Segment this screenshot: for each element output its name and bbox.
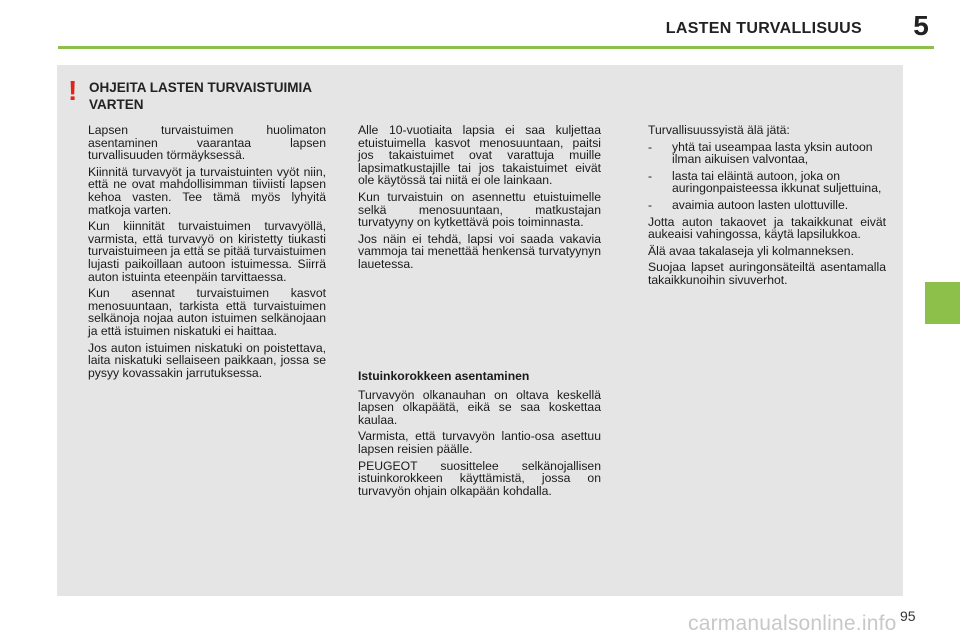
list-item: - avaimia autoon lasten ulottuville. — [648, 199, 886, 212]
chapter-number: 5 — [913, 10, 929, 41]
header-divider — [58, 46, 934, 49]
column-1 — [88, 124, 326, 383]
paragraph: Kun kiinnität turvaistuimen turvavyöllä, varmista, että turvavyö on kiristetty tiukasti turvaistuimeen ja että se pitää turvaistuimen lujasti paikoillaan autoon istuimessa. Siirrä auton istuinta eteenpäin tarvittaessa. — [88, 219, 326, 284]
column-2-subsection — [358, 370, 601, 501]
paragraph: Kun asennat turvaistuimen kasvot menosuuntaan, tarkista että turvaistuimen selkänoja nojaa auton istuimen selkänojaan ja että istuimen niskatuki ei haittaa. — [88, 286, 326, 338]
paragraph: PEUGEOT suosittelee selkänojallisen istuinkorokkeen käyttämistä, jossa on turvavyön ohjain olkapään kohdalla. — [358, 458, 601, 498]
paragraph: Turvavyön olkanauhan on oltava keskellä lapsen olkapäätä, eikä se saa koskettaa kaulaa. — [358, 387, 601, 427]
paragraph: Alle 10-vuotiaita lapsia ei saa kuljettaa etuistuimella kasvot menosuuntaan, paitsi jos takaistuimet ovat varattuja muille lapsimatkustajille tai jos takaistuimet eivät ole käytössä tai niitä ei ole lainkaan. — [358, 123, 601, 188]
subsection-title: Istuinkorokkeen asentaminen — [358, 369, 530, 383]
section-title: OHJEITA LASTEN TURVAISTUIMIA VARTEN — [89, 80, 312, 112]
paragraph: Jotta auton takaovet ja takaikkunat eivät aukeaisi vahingossa, käytä lapsilukkoa. — [648, 214, 886, 242]
watermark: carmanualsonline.info — [688, 612, 897, 635]
column-3 — [648, 124, 886, 291]
paragraph: Älä avaa takalaseja yli kolmanneksen. — [648, 243, 854, 258]
paragraph: Kun turvaistuin on asennettu etuistuimelle selkä menosuuntaan, matkustajan turvatyyny on kytkettävä pois toiminnasta. — [358, 189, 601, 230]
paragraph: Lapsen turvaistuimen huolimaton asentaminen vaarantaa lapsen turvallisuuden törmäyksessä. — [88, 123, 326, 163]
paragraph: Kiinnitä turvavyöt ja turvaistuinten vyöt niin, että ne ovat mahdollisimman tiiviisti lapsen kehoa vasten. Tee tämä myös lyhyitä matkoja varten. — [88, 164, 326, 217]
safety-list — [648, 141, 886, 212]
column-2 — [358, 124, 601, 275]
list-item: - lasta tai eläintä autoon, joka on auringonpaisteessa ikkunat suljettuina, — [648, 170, 886, 195]
list-intro: Turvallisuussyistä älä jätä: — [648, 123, 790, 137]
chapter-title: LASTEN TURVALLISUUS — [665, 20, 862, 37]
page-number: 95 — [900, 608, 916, 624]
paragraph: Suojaa lapset auringonsäteiltä asentamalla takaikkunoihin sivuverhot. — [648, 260, 886, 287]
paragraph: Jos näin ei tehdä, lapsi voi saada vakavia vammoja tai menettää henkensä turvatyynyn lauetessa. — [358, 231, 601, 271]
paragraph: Jos auton istuimen niskatuki on poistettava, laita niskatuki sellaiseen paikkaan, jossa se pysyy kovassakin jarrutuksessa. — [88, 340, 326, 380]
list-item: - yhtä tai useampaa lasta yksin autoon ilman aikuisen valvontaa, — [648, 141, 886, 166]
warning-icon: ! — [68, 75, 78, 106]
chapter-side-tab — [925, 282, 960, 324]
paragraph: Varmista, että turvavyön lantio-osa asettuu lapsen reisien päälle. — [358, 429, 601, 456]
